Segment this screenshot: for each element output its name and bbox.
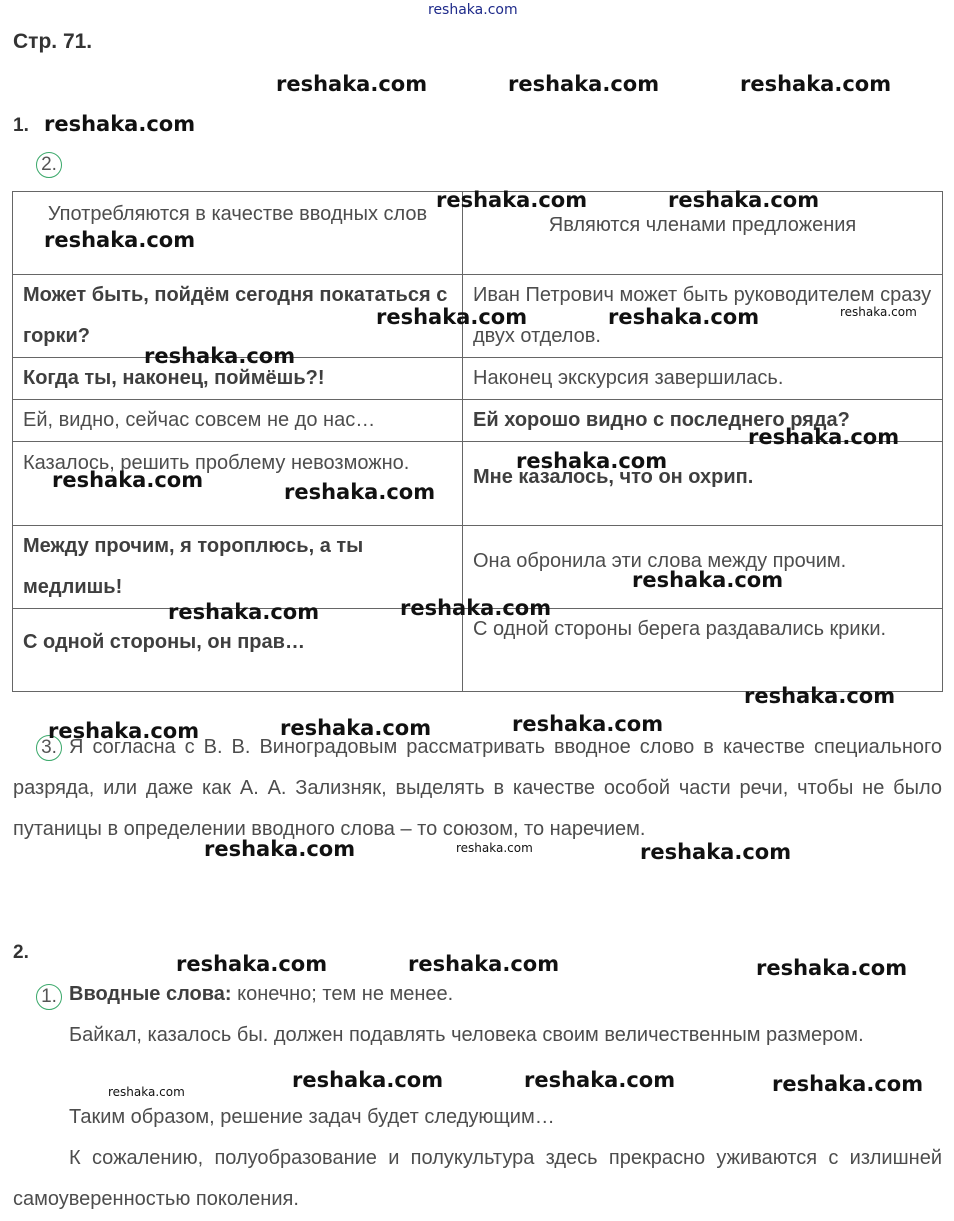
watermark: reshaka.com [168,600,320,624]
subtask-3-paragraph: Я согласна с В. В. Виноградовым рассматривать вводное слово в качестве специального разряда, или даже как А. А. Зализняк, выделять в качестве особой части речи, чтобы не было путаницы в определении вводного слова – то союзом, то наречием. [13,736,942,840]
watermark: reshaka.com [176,952,328,976]
watermark: reshaka.com [436,188,588,212]
watermark: reshaka.com [276,72,428,96]
introductory-words-line [13,974,942,1015]
task-2-number: 2. [13,942,29,963]
watermark: reshaka.com [668,188,820,212]
table-header-left: Употребляются в качестве вводных слов [13,192,463,275]
watermark: reshaka.com [772,1072,924,1096]
watermark: reshaka.com [400,596,552,620]
watermark: reshaka.com [144,344,296,368]
watermark: reshaka.com [376,305,528,329]
introductory-words-label: Вводные слова: [69,983,232,1005]
watermark: reshaka.com [748,425,900,449]
page-title: Стр. 71. [13,30,93,53]
watermark: reshaka.com [508,72,660,96]
watermark: reshaka.com [204,837,356,861]
watermark: reshaka.com [640,840,792,864]
watermark: reshaka.com [408,952,560,976]
example-paragraph-3: К сожалению, полуобразование и полукультура здесь прекрасно уживаются с излишней самоуверенностью поколения. [13,1147,942,1210]
watermark: reshaka.com [108,1085,185,1099]
table-cell-left: Может быть, пойдём сегодня покататься с горки? [13,275,463,358]
table-cell-right: Она обронила эти слова между прочим. [463,526,943,609]
watermark: reshaka.com [456,841,533,855]
table-cell-left: С одной стороны, он прав… [13,609,463,692]
introductory-words-list: конечно; тем не менее. [231,983,454,1005]
table-cell-right: С одной стороны берега раздавались крики. [463,609,943,692]
watermark: reshaka.com [840,305,917,319]
subtask-2-marker: 2. [36,152,62,178]
watermark: reshaka.com [744,684,896,708]
watermark: reshaka.com [44,112,196,136]
example-paragraph-1: Байкал, казалось бы. должен подавлять человека своим величественным размером. [69,1024,864,1046]
watermark: reshaka.com [52,468,204,492]
subtask-1-marker: 1. [36,984,62,1010]
watermark: reshaka.com [632,568,784,592]
task-1-number: 1. [13,115,29,136]
watermark: reshaka.com [524,1068,676,1092]
site-watermark-top: reshaka.com [428,2,518,18]
subtask-3-marker: 3. [36,735,62,761]
watermark: reshaka.com [280,716,432,740]
table-cell-right: Иван Петрович может быть руководителем сразу двух отделов. [463,275,943,358]
table-cell-left: Между прочим, я тороплюсь, а ты медлишь! [13,526,463,609]
table-cell-left: Казалось, решить проблему невозможно. [13,442,463,526]
table-cell-left: Когда ты, наконец, поймёшь?! [13,358,463,400]
watermark: reshaka.com [284,480,436,504]
watermark: reshaka.com [516,449,668,473]
table-cell-right: Ей хорошо видно с последнего ряда? [463,400,943,442]
watermark: reshaka.com [740,72,892,96]
table-cell-right: Наконец экскурсия завершилась. [463,358,943,400]
watermark: reshaka.com [512,712,664,736]
watermark: reshaka.com [756,956,908,980]
example-paragraph-2: Таким образом, решение задач будет следующим… [69,1106,555,1128]
watermark: reshaka.com [48,719,200,743]
watermark: reshaka.com [608,305,760,329]
watermark: reshaka.com [292,1068,444,1092]
table-cell-left: Ей, видно, сейчас совсем не до нас… [13,400,463,442]
table-cell-right: Мне казалось, что он охрип. [463,442,943,526]
table-header-right: Являются членами предложения [463,192,943,275]
watermark: reshaka.com [44,228,196,252]
